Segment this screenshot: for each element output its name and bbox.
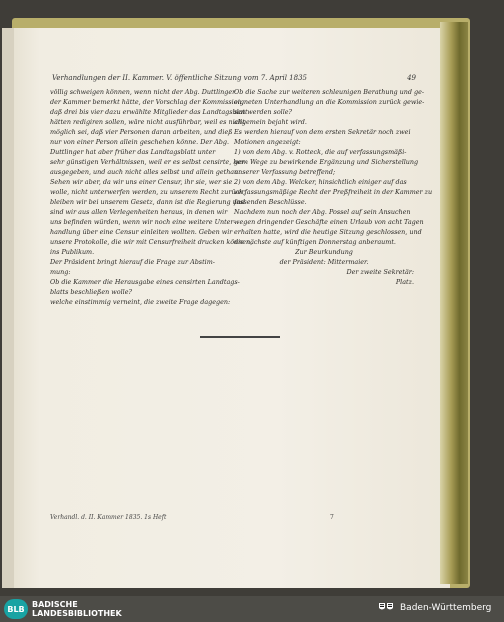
book-page-edges (440, 22, 468, 584)
text-line: völlig schweigen können, wenn nicht der Abg. Duttlinger (50, 88, 236, 96)
text-line: unserer Verfassung betreffend; (234, 168, 336, 176)
text-line: Duttlinger hat aber früher das Landtagsblatt unter (50, 148, 216, 156)
text-line: Nachdem nun noch der Abg. Possel auf sein Ansuchen (234, 208, 411, 216)
text-line: fassenden Beschlüsse. (234, 198, 307, 206)
text-line: unsere Protokolle, die wir mit Censurfreiheit drucken können, (50, 238, 253, 246)
right-text-column (234, 88, 433, 288)
text-line: ausgegeben, und auch nicht alles selbst und allein gethan. (50, 168, 241, 176)
text-line: daß drei bis vier dazu erwählte Mitglieder das Landtagsblatt (50, 108, 248, 116)
text-line: möglich sei, daß vier Personen daran arbeiten, und dieß (50, 128, 233, 136)
text-line: Platz. (395, 278, 414, 286)
text-line: Der zweite Sekretär: (346, 268, 414, 276)
text-line: bleiben wir bei unserem Gesetz, dann ist die Regierung und (50, 198, 245, 206)
text-line: blatts beschließen wolle? (50, 288, 132, 296)
baden-wuerttemberg-logo-icon (378, 601, 394, 615)
text-line: sind wir aus allen Verlegenheiten heraus, in denen wir (50, 208, 228, 216)
baden-wuerttemberg-label: Baden-Württemberg (400, 603, 492, 613)
text-line: sehr günstigen Verhältnissen, weil er es selbst censirte, her- (50, 158, 247, 166)
text-line: die nächste auf künftigen Donnerstag anberaumt. (234, 238, 396, 246)
text-line: der Kammer bemerkt hätte, der Vorschlag der Kommission, (50, 98, 244, 106)
text-line: wolle, nicht unterwerfen werden, zu unserem Recht zurück, (50, 188, 246, 196)
text-line: Sehen wir aber, da wir uns einer Censur, ihr sie, wer sie (50, 178, 233, 186)
text-line: Zur Beurkundung (295, 248, 353, 256)
text-line: verfassungsmäßige Recht der Preßfreiheit in der Kammer zu (234, 188, 433, 196)
header-title: Verhandlungen der II. Kammer. V. öffentliche Sitzung vom 7. April 1835 (52, 74, 307, 82)
text-line: nur von einer Person allein geschehen könne. Der Abg. (50, 138, 230, 146)
left-page-edge (2, 28, 14, 588)
blb-name-line1: BADISCHE (32, 600, 78, 609)
text-line: Ob die Sache zur weiteren schleunigen Berathung und ge- (234, 88, 425, 96)
footer-signature: Verhandl. d. II. Kammer 1835. 1s Heft (50, 514, 167, 521)
left-text-column (50, 88, 253, 308)
text-line: welche einstimmig verneint, die zweite Frage dagegen: (50, 298, 231, 306)
blb-name-line2: LANDESBIBLIOTHEK (32, 609, 122, 618)
blb-logo: BLB (4, 599, 28, 619)
section-rule (200, 336, 280, 338)
text-line: hätten redigiren sollen, wäre nicht ausführbar, weil es nicht (50, 118, 245, 126)
text-line: erhalten hatte, wird die heutige Sitzung geschlossen, und (234, 228, 422, 236)
text-line: Es werden hierauf von dem ersten Sekretär noch zwei (234, 128, 411, 136)
text-line: Der Präsident bringt hierauf die Frage zur Abstim- (50, 258, 215, 266)
text-line: mung: (50, 268, 71, 276)
text-line: gem Wege zu bewirkende Ergänzung und Sicherstellung (234, 158, 419, 166)
text-line: 1) von dem Abg. v. Rotteck, die auf verfassungsmäßi- (234, 148, 407, 156)
footer-sheet-number: 7 (330, 514, 334, 521)
page-number: 49 (407, 74, 416, 82)
text-line: der Präsident: Mittermaier. (279, 258, 369, 266)
text-line: 2) von dem Abg. Welcker, hinsichtlich einiger auf das (234, 178, 407, 186)
text-line: wegen dringender Geschäfte einen Urlaub von acht Tagen (234, 218, 424, 226)
blb-name (32, 600, 122, 618)
text-line: ins Publikum. (50, 248, 95, 256)
text-line: Motionen angezeigt: (234, 138, 301, 146)
text-line: handlung über eine Censur einleiten wollten. Geben wir (50, 228, 233, 236)
text-line: Ob die Kammer die Herausgabe eines censirten Landtags- (50, 278, 240, 286)
text-line: eigneten Unterhandlung an die Kommission zurück gewie- (234, 98, 425, 106)
text-line: sen werden solle? (234, 108, 292, 116)
text-line: allgemein bejaht wird. (234, 118, 307, 126)
text-line: uns befinden würden, wenn wir noch eine weitere Unter- (50, 218, 236, 226)
